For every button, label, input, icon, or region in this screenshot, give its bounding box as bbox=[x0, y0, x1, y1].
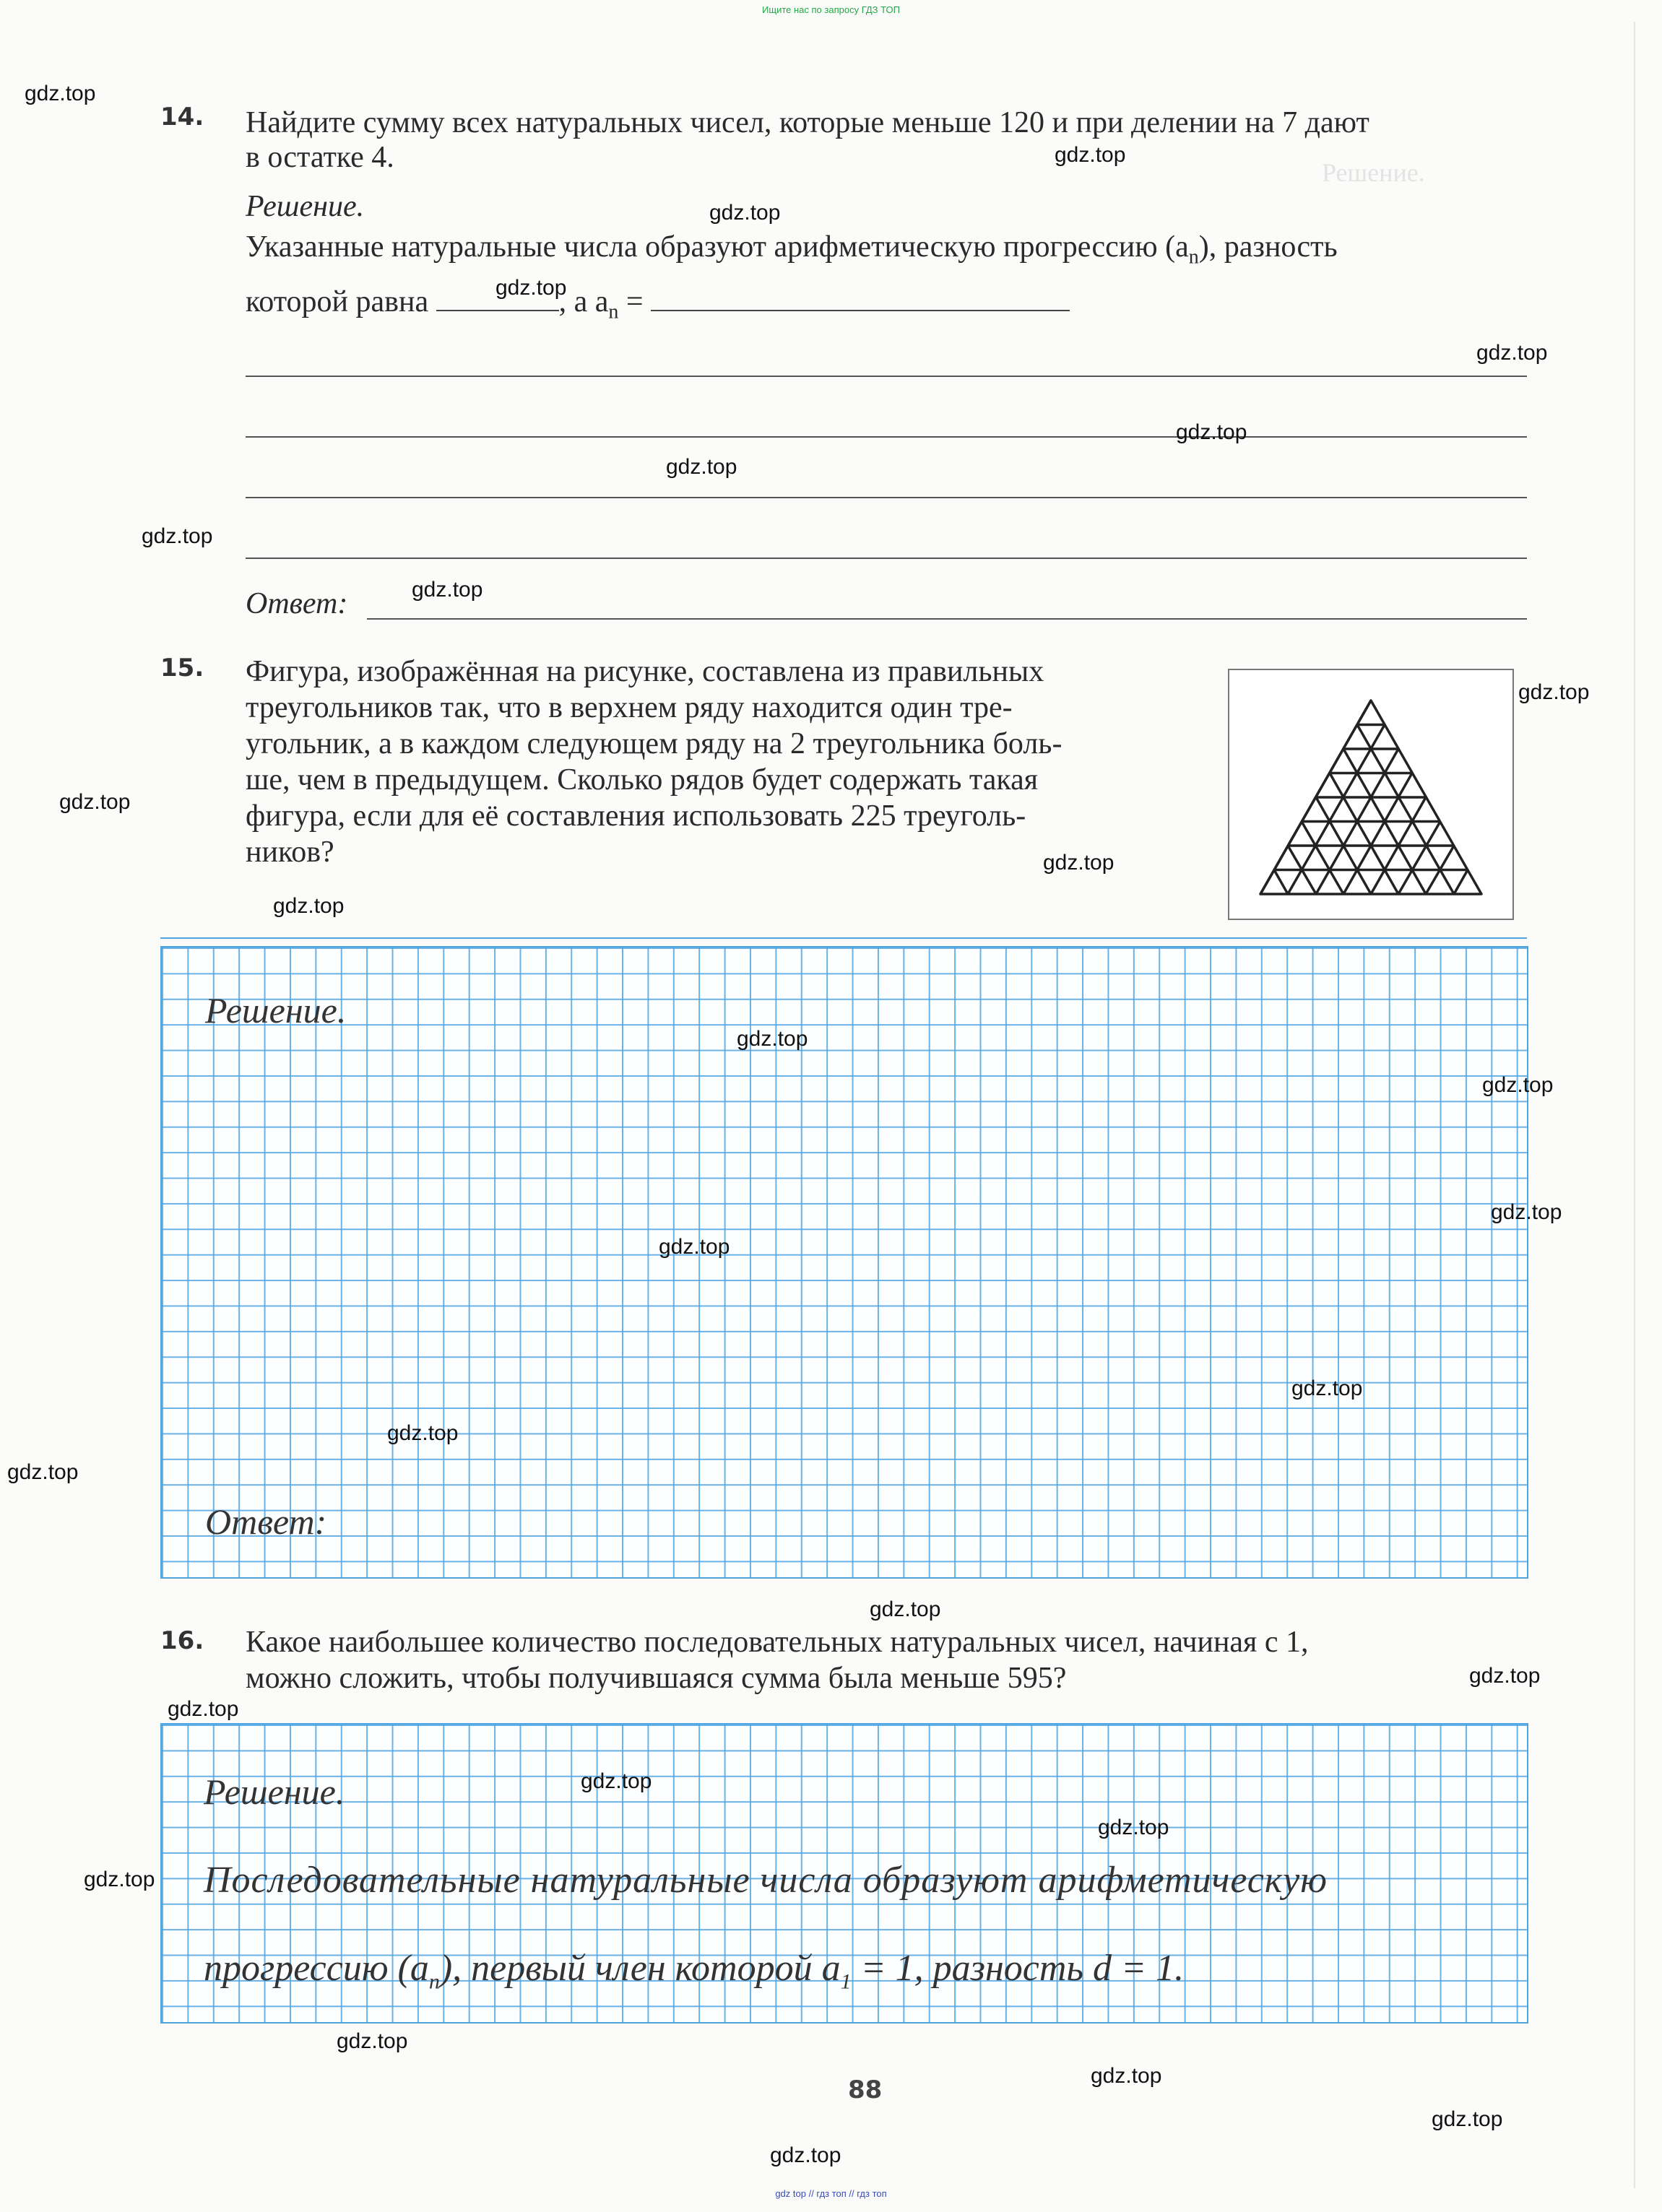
task-15-number: 15. bbox=[160, 654, 204, 682]
task-16-solution-label: Решение. bbox=[204, 1771, 345, 1812]
watermark: gdz.top bbox=[1491, 1200, 1562, 1224]
grid-top-border bbox=[160, 937, 1527, 939]
watermark: gdz.top bbox=[709, 201, 781, 225]
task-15-solution-label: Решение. bbox=[205, 990, 347, 1031]
task-15-line2: треугольников так, что в верхнем ряду находится один тре- bbox=[246, 691, 1013, 724]
task-16-number: 16. bbox=[160, 1626, 204, 1655]
subscript-1: 1 bbox=[840, 1969, 852, 1994]
task-14-difference-label: которой равна bbox=[246, 285, 429, 318]
watermark: gdz.top bbox=[168, 1697, 239, 1721]
task-16-line2: можно сложить, чтобы получившаяся сумма была меньше 595? bbox=[246, 1662, 1067, 1695]
task-15-answer-label: Ответ: bbox=[205, 1501, 327, 1542]
watermark: gdz.top bbox=[659, 1235, 730, 1259]
watermark: gdz.top bbox=[412, 578, 483, 602]
watermark: gdz.top bbox=[1291, 1376, 1363, 1400]
task-14-text-line2: в остатке 4. bbox=[246, 141, 394, 174]
watermark: gdz.top bbox=[1176, 420, 1247, 444]
bottom-note: gdz top // гдз топ // гдз топ bbox=[775, 2188, 887, 2199]
watermark: gdz.top bbox=[581, 1769, 652, 1793]
task-15-line1: Фигура, изображённая на рисунке, составлена из правильных bbox=[246, 655, 1044, 688]
task-15-line3: угольник, а в каждом следующем ряду на 2 треугольника боль- bbox=[246, 727, 1062, 760]
watermark: gdz.top bbox=[59, 790, 131, 814]
task-15-line5: фигура, если для её составления использовать 225 треуголь- bbox=[246, 799, 1026, 833]
watermark: gdz.top bbox=[1055, 143, 1126, 167]
subscript-n: n bbox=[428, 1969, 440, 1994]
answer-line-3[interactable] bbox=[246, 497, 1527, 498]
answer-line-1[interactable] bbox=[246, 376, 1527, 377]
task-14-an-label: , а a bbox=[558, 285, 609, 318]
watermark: gdz.top bbox=[142, 524, 213, 548]
watermark: gdz.top bbox=[1518, 680, 1590, 704]
top-search-note: Ищите нас по запросу ГДЗ ТОП bbox=[762, 4, 900, 15]
task-14-solution-label: Решение. bbox=[246, 190, 365, 223]
task-16-line1: Какое наибольшее количество последовательных натуральных чисел, начиная с 1, bbox=[246, 1626, 1309, 1659]
task-15-solution-grid[interactable] bbox=[160, 946, 1528, 1579]
watermark: gdz.top bbox=[1098, 1816, 1169, 1839]
task-16-handwritten-line2 bbox=[204, 1947, 1184, 1994]
task-14-solution-text-end: ), разность bbox=[1198, 230, 1338, 264]
watermark: gdz.top bbox=[84, 1868, 155, 1891]
task-14-equals: = bbox=[618, 285, 644, 318]
hand-first-term-text: ), первый член которой a bbox=[439, 1948, 841, 1989]
task-14-solution-line1 bbox=[246, 230, 1338, 274]
watermark: gdz.top bbox=[495, 276, 567, 300]
bleed-through-text: Решение. bbox=[1322, 158, 1425, 187]
watermark: gdz.top bbox=[666, 455, 737, 479]
watermark: gdz.top bbox=[737, 1027, 808, 1051]
subscript-n: n bbox=[608, 300, 619, 324]
watermark: gdz.top bbox=[770, 2143, 841, 2167]
watermark: gdz.top bbox=[1469, 1664, 1541, 1688]
answer-line-4[interactable] bbox=[246, 558, 1527, 559]
watermark: gdz.top bbox=[1482, 1073, 1554, 1097]
answer-line-2[interactable] bbox=[246, 436, 1527, 438]
page-number: 88 bbox=[848, 2076, 883, 2104]
subscript-n: n bbox=[1188, 246, 1199, 269]
task-14-text-line1: Найдите сумму всех натуральных чисел, которые меньше 120 и при делении на 7 дают bbox=[246, 106, 1369, 139]
task-14-answer-line[interactable] bbox=[367, 618, 1527, 620]
task-14-number: 14. bbox=[160, 103, 204, 131]
triangle-figure bbox=[1229, 670, 1512, 919]
page-edge-shadow bbox=[1634, 22, 1635, 2188]
watermark: gdz.top bbox=[1043, 851, 1115, 875]
watermark: gdz.top bbox=[870, 1597, 941, 1621]
watermark: gdz.top bbox=[1476, 341, 1548, 365]
watermark: gdz.top bbox=[337, 2029, 408, 2053]
task-15-line6: ников? bbox=[246, 836, 334, 869]
watermark: gdz.top bbox=[273, 894, 345, 918]
task-15-line4: ше, чем в предыдущем. Сколько рядов будет содержать такая bbox=[246, 763, 1039, 797]
task-14-solution-text: Указанные натуральные числа образуют арифметическую прогрессию (a bbox=[246, 230, 1189, 264]
an-formula-blank[interactable] bbox=[651, 288, 1070, 311]
watermark: gdz.top bbox=[1091, 2064, 1162, 2088]
hand-progression-text: прогрессию (a bbox=[204, 1948, 429, 1989]
watermark: gdz.top bbox=[7, 1460, 79, 1484]
task-14-solution-line2 bbox=[246, 285, 1070, 329]
watermark: gdz.top bbox=[1432, 2107, 1503, 2131]
watermark: gdz.top bbox=[25, 82, 96, 105]
hand-difference-text: = 1, разность d = 1. bbox=[851, 1948, 1185, 1989]
task-14-answer-label: Ответ: bbox=[246, 587, 348, 620]
task-16-handwritten-line1: Последовательные натуральные числа образуют арифметическую bbox=[204, 1860, 1328, 1901]
watermark: gdz.top bbox=[387, 1421, 459, 1445]
triangle-figure-frame bbox=[1228, 669, 1514, 920]
